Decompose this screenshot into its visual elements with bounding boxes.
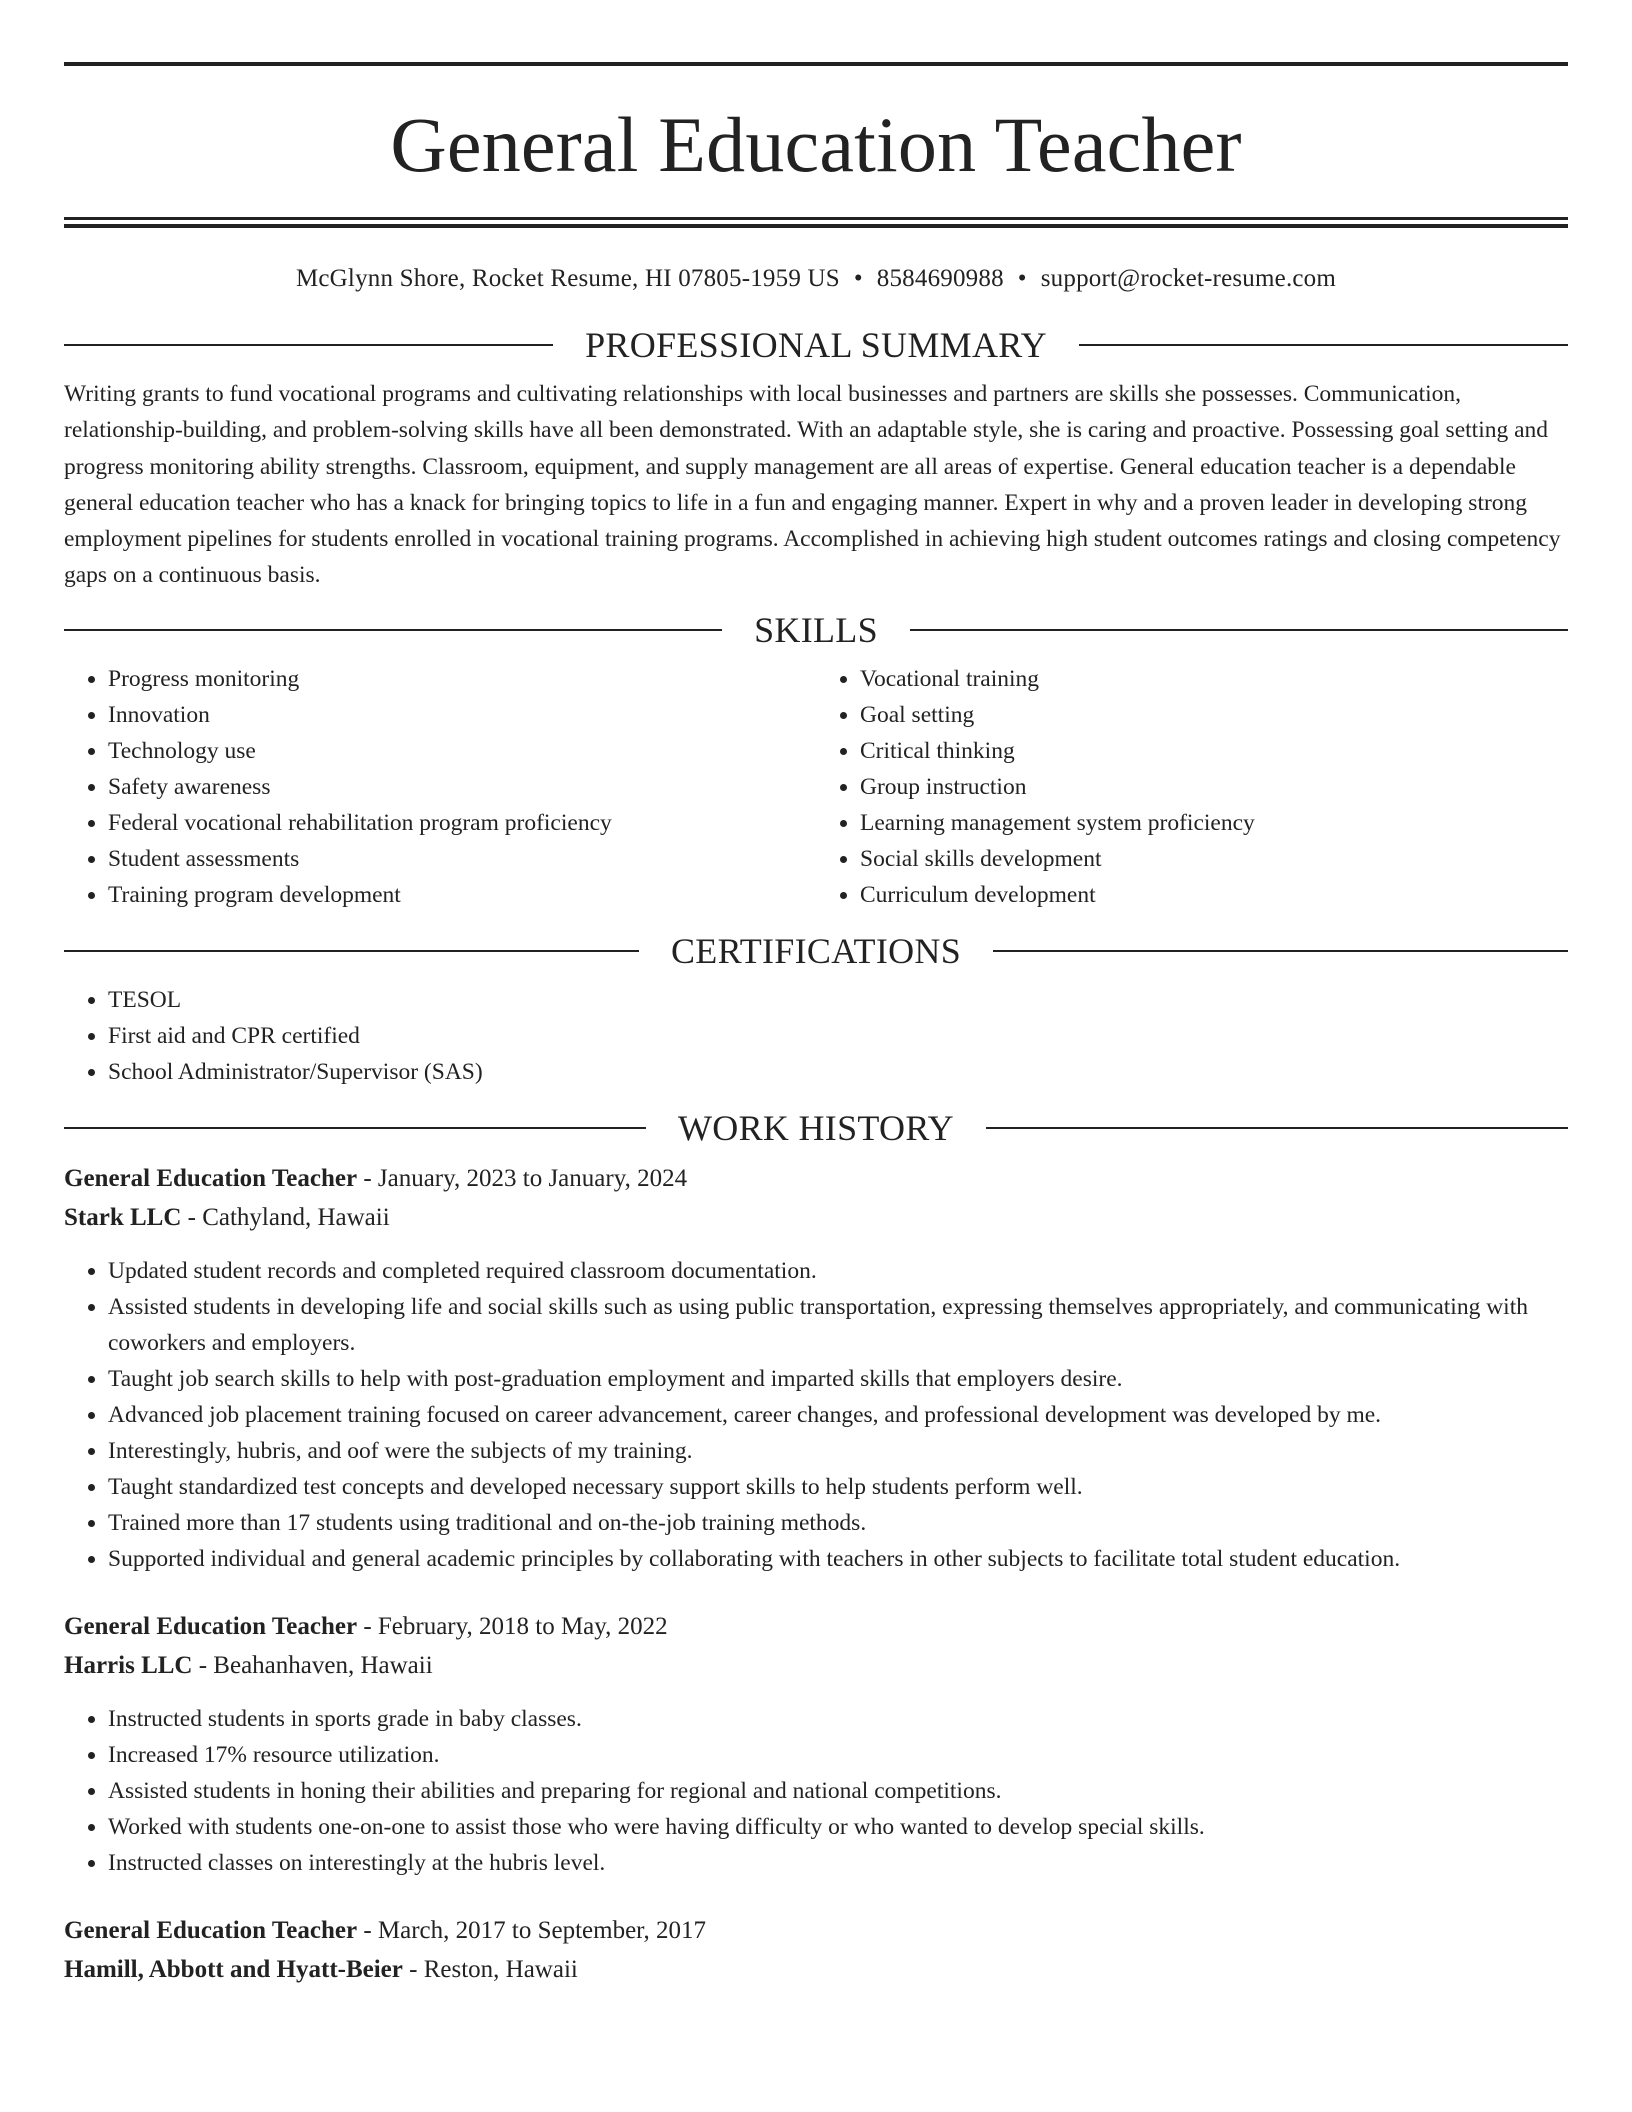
job-bullets <box>64 1701 1568 1881</box>
certifications-heading <box>64 930 1568 971</box>
work-history-heading-label: WORK HISTORY <box>678 1107 954 1148</box>
contact-address: McGlynn Shore, Rocket Resume, HI 07805-1959 US <box>295 265 840 292</box>
job-bullet: • Assisted students in developing life and social skills such as using public transportation, expressing themselves appropriately, and communicating with coworkers and employers. <box>108 1289 1568 1361</box>
summary-heading-label: PROFESSIONAL SUMMARY <box>585 325 1047 365</box>
contact-email: support@rocket-resume.com <box>1040 265 1337 292</box>
contact-phone: 8584690988 <box>876 265 1004 292</box>
job-bullet: • Worked with students one-on-one to assist those who were having difficulty or who wanted to develop special skills. <box>108 1809 1568 1845</box>
job-bullet: • Instructed classes on interestingly at the hubris level. <box>108 1845 1568 1881</box>
skills-list-left <box>64 661 816 913</box>
job-location: - Beahanhaven, Hawaii <box>192 1651 433 1679</box>
certification-item: • First aid and CPR certified <box>108 1018 1568 1054</box>
certifications-heading-label: CERTIFICATIONS <box>670 930 962 971</box>
skill-item: • Group instruction <box>860 769 1568 805</box>
skill-item: • Safety awareness <box>108 769 816 805</box>
job-company: Stark LLC <box>64 1203 182 1231</box>
contact-separator: • <box>853 265 863 292</box>
job-title-line <box>64 1607 1568 1646</box>
job-bullet: • Supported individual and general academic principles by collaborating with teachers in other subjects to facilitate total student education. <box>108 1541 1568 1577</box>
job-title-line <box>64 1911 1568 1950</box>
job-title: General Education Teacher <box>64 1916 358 1944</box>
job-entry <box>64 1607 1568 1881</box>
job-dates: - February, 2018 to May, 2022 <box>357 1612 668 1640</box>
job-title-line <box>64 1159 1568 1198</box>
job-company-line <box>64 1646 1568 1685</box>
job-company-line <box>64 1950 1568 1989</box>
skill-item: • Federal vocational rehabilitation program proficiency <box>108 805 816 841</box>
job-bullet: • Taught standardized test concepts and developed necessary support skills to help students perform well. <box>108 1469 1568 1505</box>
certification-item: • TESOL <box>108 982 1568 1018</box>
summary-text: Writing grants to fund vocational programs and cultivating relationships with local businesses and partners are skills she possesses. Communication, relationship-building, and problem-solving skills have all been demonstrated. With an adaptable style, she is caring and proactive. Possessing goal setting and progress monitoring ability strengths. Classroom, equipment, and supply management are all areas of expertise. General education teacher is a dependable general education teacher who has a knack for bringing topics to life in a fun and engaging manner. Expert in why and a proven leader in developing strong employment pipelines for students enrolled in vocational training programs. Accomplished in achieving high student outcomes ratings and closing competency gaps on a continuous basis. <box>64 381 1561 589</box>
job-dates: - January, 2023 to January, 2024 <box>357 1164 688 1192</box>
job-entry <box>64 1911 1568 1989</box>
job-title: General Education Teacher <box>64 1612 358 1640</box>
job-bullet: • Advanced job placement training focused on career advancement, career changes, and professional development was developed by me. <box>108 1397 1568 1433</box>
resume-title: General Education Teacher <box>390 101 1242 188</box>
job-bullets <box>64 1253 1568 1577</box>
job-bullet: • Trained more than 17 students using traditional and on-the-job training methods. <box>108 1505 1568 1541</box>
summary-heading <box>64 327 1568 363</box>
skills-list-right <box>816 661 1568 913</box>
skills-heading-label: SKILLS <box>754 609 878 650</box>
job-company-line <box>64 1198 1568 1237</box>
skill-item: • Training program development <box>108 877 816 913</box>
job-entry <box>64 1159 1568 1577</box>
job-location: - Reston, Hawaii <box>402 1955 578 1983</box>
work-history-list <box>64 1159 1568 1989</box>
job-bullet: • Increased 17% resource utilization. <box>108 1737 1568 1773</box>
job-company: Hamill, Abbott and Hyatt-Beier <box>64 1955 403 1983</box>
skill-item: • Innovation <box>108 697 816 733</box>
title-double-rule <box>64 217 1568 228</box>
contact-separator: • <box>1017 265 1027 292</box>
job-company: Harris LLC <box>64 1651 193 1679</box>
skill-item: • Technology use <box>108 733 816 769</box>
job-bullet: • Updated student records and completed required classroom documentation. <box>108 1253 1568 1289</box>
skills-heading <box>64 609 1568 650</box>
top-rule <box>64 62 1568 66</box>
skill-item: • Critical thinking <box>860 733 1568 769</box>
job-bullet: • Assisted students in honing their abilities and preparing for regional and national competitions. <box>108 1773 1568 1809</box>
skill-item: • Goal setting <box>860 697 1568 733</box>
work-history-heading <box>64 1107 1568 1148</box>
job-bullet: • Taught job search skills to help with post-graduation employment and imparted skills that employers desire. <box>108 1361 1568 1397</box>
job-bullet: • Instructed students in sports grade in baby classes. <box>108 1701 1568 1737</box>
certifications-list <box>64 982 1568 1090</box>
skill-item: • Student assessments <box>108 841 816 877</box>
job-location: - Cathyland, Hawaii <box>181 1203 390 1231</box>
skill-item: • Social skills development <box>860 841 1568 877</box>
skill-item: • Vocational training <box>860 661 1568 697</box>
certification-item: • School Administrator/Supervisor (SAS) <box>108 1054 1568 1090</box>
skill-item: • Learning management system proficiency <box>860 805 1568 841</box>
contact-line <box>64 264 1568 294</box>
skill-item: • Progress monitoring <box>108 661 816 697</box>
job-dates: - March, 2017 to September, 2017 <box>357 1916 706 1944</box>
job-bullet: • Interestingly, hubris, and oof were the subjects of my training. <box>108 1433 1568 1469</box>
job-title: General Education Teacher <box>64 1164 358 1192</box>
skills-grid <box>64 661 1568 913</box>
skill-item: • Curriculum development <box>860 877 1568 913</box>
